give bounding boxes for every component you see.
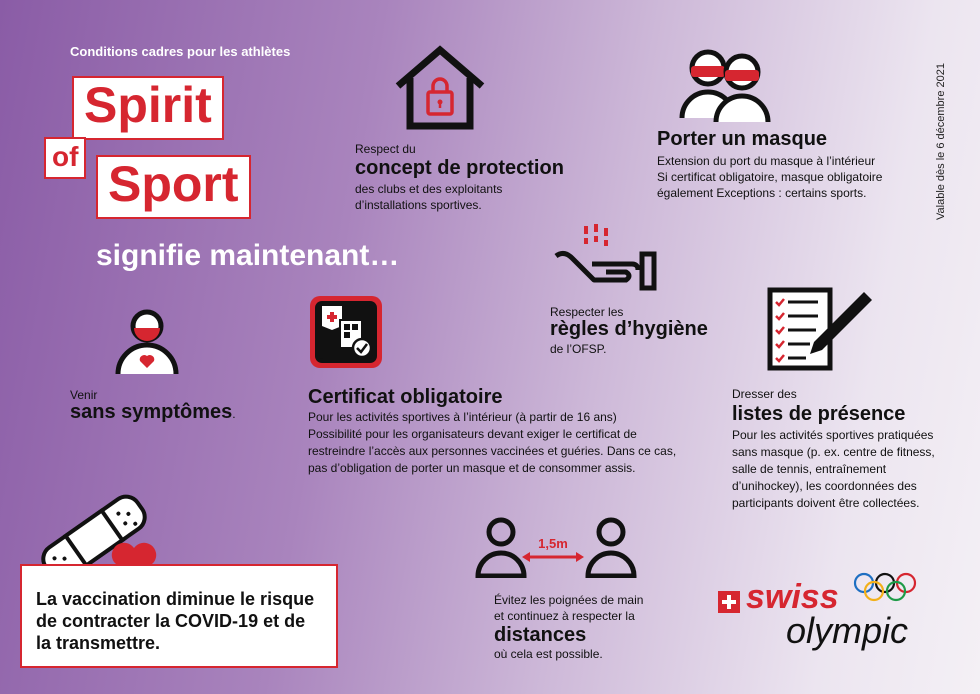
double-arrow-icon (522, 551, 584, 563)
protection-line1: des clubs et des exploitants (355, 182, 503, 196)
presence-pre: Dresser des (732, 387, 797, 401)
person-heart-icon (112, 306, 182, 376)
distance-title: distances (494, 624, 587, 646)
distance-gap-label: 1,5m (538, 536, 568, 551)
symptoms-dot: . (232, 407, 236, 421)
distance-line3: où cela est possible. (494, 647, 603, 661)
validity-text: Valable dès le 6 décembre 2021 (935, 63, 947, 220)
mask-title: Porter un masque (657, 128, 828, 150)
presence-line3: salle de tennis, entraînement (732, 462, 887, 476)
presence-line2: sans masque (p. ex. centre de fitness, (732, 445, 935, 459)
symptoms-pre: Venir (70, 388, 98, 402)
logo-spirit: Spirit (72, 76, 224, 140)
person-right-icon (584, 516, 638, 578)
certificate-line2: Possibilité pour les organisateurs devant exiger le certificat de (308, 427, 637, 441)
vaccination-box (20, 564, 338, 668)
protection-pre: Respect du (355, 142, 416, 156)
symptoms-title-row (70, 400, 236, 424)
hygiene-title: règles d’hygiène (550, 318, 708, 340)
presence-line5: participants doivent être collectées. (732, 496, 920, 510)
certificate-line4: pas d’obligation de porter un masque et de consommer assis. (308, 461, 636, 475)
kicker-text: Conditions cadres pour les athlètes (70, 44, 291, 59)
presence-title: listes de présence (732, 403, 906, 425)
checklist-pen-icon (766, 286, 876, 372)
protection-title: concept de protection (355, 157, 564, 179)
distance-line2: et continuez à respecter la (494, 609, 635, 623)
brand-olympic: olympic (786, 610, 909, 651)
protection-line2: d’installations sportives. (355, 198, 482, 212)
mask-line1: Extension du port du masque à l’intérieur (657, 154, 876, 168)
vaccination-line2: de contracter la COVID-19 et de (36, 611, 306, 631)
hygiene-pre: Respecter les (550, 305, 624, 319)
logo-sport: Sport (96, 155, 251, 219)
distance-line1: Évitez les poignées de main (494, 593, 644, 607)
certificate-icon (308, 294, 384, 370)
presence-line4: d’unihockey), les coordonnées des (732, 479, 917, 493)
vaccination-line1: La vaccination diminue le risque (36, 589, 315, 609)
presence-line1: Pour les activités sportives pratiquées (732, 428, 934, 442)
certificate-line1: Pour les activités sportives à l’intérieur (à partir de 16 ans) (308, 410, 617, 424)
olympic-rings-icon (852, 572, 918, 602)
masked-people-icon (676, 46, 776, 122)
certificate-line3: restreindre l’accès aux personnes vaccinées et guéries. Dans ce cas, (308, 444, 677, 458)
hygiene-post: de l’OFSP. (550, 342, 607, 356)
hand-wash-icon (552, 222, 662, 294)
certificate-title: Certificat obligatoire (308, 386, 503, 408)
mask-line2: Si certificat obligatoire, masque obligatoire (657, 170, 883, 184)
house-lock-icon (392, 44, 488, 132)
logo-of: of (44, 137, 86, 179)
mask-line3: également Exceptions : certains sports. (657, 186, 867, 200)
tagline: signifie maintenant… (96, 239, 400, 272)
brand-swiss: swiss (746, 578, 839, 616)
symptoms-title: sans symptômes (70, 401, 233, 423)
swiss-cross-icon (718, 591, 740, 613)
vaccination-line3: la transmettre. (36, 633, 161, 653)
validity-note (935, 45, 953, 220)
